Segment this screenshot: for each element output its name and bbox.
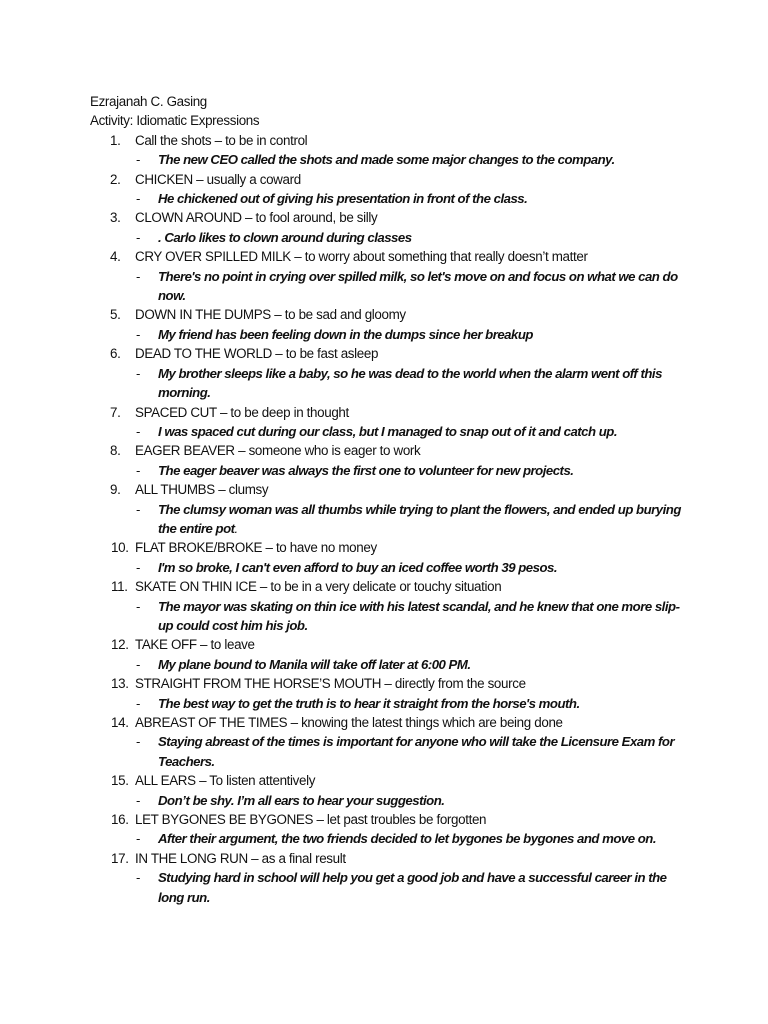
idiom-term <box>90 538 690 557</box>
list-item <box>90 208 690 247</box>
item-number: 8. <box>110 443 121 459</box>
bullet-dash: - <box>136 152 140 168</box>
example-text: Staying abreast of the times is important for anyone who will take the Licensure Exam for Teachers. <box>158 734 675 769</box>
example-text: The mayor was skating on thin ice with his latest scandal, and he knew that one more slip-up could cost him his job. <box>158 598 680 633</box>
example-text: . Carlo likes to clown around during classes <box>158 229 412 245</box>
item-number: 13. <box>111 676 129 692</box>
document-page <box>90 92 690 907</box>
item-number: 3. <box>110 210 121 226</box>
example-sentence <box>90 655 690 674</box>
example-sentence <box>90 461 690 480</box>
list-item <box>90 247 690 305</box>
example-sentence <box>90 829 690 848</box>
list-item <box>90 577 690 635</box>
idiom-definition: DOWN IN THE DUMPS – to be sad and gloomy <box>135 307 406 323</box>
idiom-definition: CLOWN AROUND – to fool around, be silly <box>135 210 378 226</box>
list-item <box>90 403 690 442</box>
bullet-dash: - <box>136 462 140 478</box>
idiom-term <box>90 208 690 227</box>
item-number: 14. <box>111 715 129 730</box>
idiom-term <box>90 771 690 790</box>
idiom-term <box>90 713 690 732</box>
item-number: 5. <box>110 307 121 323</box>
list-item <box>90 635 690 674</box>
idiom-term <box>90 810 690 829</box>
item-number: 4. <box>110 249 121 265</box>
bullet-dash: - <box>136 229 140 245</box>
bullet-dash: - <box>136 423 140 439</box>
item-number: 10. <box>111 540 129 556</box>
example-sentence <box>90 500 690 539</box>
bullet-dash: - <box>136 559 140 575</box>
idiom-definition: SKATE ON THIN ICE – to be in a very delicate or touchy situation <box>135 579 502 595</box>
example-text: There's no point in crying over spilled milk, so let's move on and focus on what we can do now. <box>158 268 678 304</box>
idiom-definition: ALL EARS – To listen attentively <box>135 773 316 789</box>
example-trailing-punctuation: . <box>234 520 238 536</box>
idiom-definition: IN THE LONG RUN – as a final result <box>135 850 346 866</box>
item-number: 16. <box>111 812 129 828</box>
idiom-definition: STRAIGHT FROM THE HORSE’S MOUTH – directly from the source <box>135 676 526 692</box>
example-text: After their argument, the two friends decided to let bygones be bygones and move on. <box>158 831 657 847</box>
idiom-definition: SPACED CUT – to be deep in thought <box>135 404 349 420</box>
example-sentence <box>90 267 690 306</box>
list-item <box>90 771 690 810</box>
example-text: The clumsy woman was all thumbs while trying to plant the flowers, and ended up burying the entire pot <box>158 501 681 536</box>
idiom-definition: Call the shots – to be in control <box>135 132 308 148</box>
activity-title: Activity: Idiomatic Expressions <box>90 113 260 129</box>
idiom-term <box>90 480 690 499</box>
idiom-definition: FLAT BROKE/BROKE – to have no money <box>135 540 377 556</box>
example-sentence <box>90 868 690 907</box>
item-number: 7. <box>110 404 121 420</box>
item-number: 15. <box>111 773 129 789</box>
list-item <box>90 849 690 907</box>
item-number: 12. <box>111 637 129 653</box>
idiom-definition: DEAD TO THE WORLD – to be fast asleep <box>135 346 379 362</box>
example-sentence <box>90 791 690 810</box>
example-sentence <box>90 597 690 636</box>
example-text: My brother sleeps like a baby, so he was dead to the world when the alarm went off this morning. <box>158 365 662 401</box>
author-name: Ezrajanah C. Gasing <box>90 94 207 109</box>
example-text: The new CEO called the shots and made some major changes to the company. <box>158 152 615 168</box>
example-sentence <box>90 189 690 208</box>
bullet-dash: - <box>136 268 140 284</box>
example-text: I was spaced cut during our class, but I managed to snap out of it and catch up. <box>158 423 617 439</box>
example-text: He chickened out of giving his presentation in front of the class. <box>158 191 528 207</box>
idiom-term <box>90 131 690 150</box>
idiom-term <box>90 635 690 654</box>
bullet-dash: - <box>136 831 140 847</box>
example-text: The best way to get the truth is to hear it straight from the horse's mouth. <box>158 695 580 711</box>
idiom-definition: CRY OVER SPILLED MILK – to worry about something that really doesn’t matter <box>135 249 588 265</box>
bullet-dash: - <box>136 792 140 808</box>
idiom-definition: TAKE OFF – to leave <box>135 637 255 653</box>
idiom-term <box>90 170 690 189</box>
bullet-dash: - <box>136 734 140 750</box>
item-number: 1. <box>110 132 121 148</box>
bullet-dash: - <box>136 870 140 886</box>
example-sentence <box>90 694 690 713</box>
item-number: 9. <box>110 482 121 498</box>
list-item <box>90 441 690 480</box>
idiom-term <box>90 247 690 266</box>
list-item <box>90 810 690 849</box>
example-sentence <box>90 732 690 771</box>
idiom-definition: CHICKEN – usually a coward <box>135 171 301 187</box>
example-sentence <box>90 558 690 577</box>
example-sentence <box>90 150 690 169</box>
bullet-dash: - <box>136 695 140 711</box>
bullet-dash: - <box>136 326 140 342</box>
bullet-dash: - <box>136 656 140 672</box>
example-sentence <box>90 364 690 403</box>
idiom-term <box>90 305 690 324</box>
list-item <box>90 131 690 170</box>
bullet-dash: - <box>136 365 140 381</box>
example-text: Studying hard in school will help you get a good job and have a successful career in the long run. <box>158 870 667 905</box>
item-number: 11. <box>111 579 128 595</box>
bullet-dash: - <box>136 598 140 614</box>
example-sentence <box>90 228 690 247</box>
example-text: My friend has been feeling down in the dumps since her breakup <box>158 326 533 342</box>
example-text: Don’t be shy. I’m all ears to hear your suggestion. <box>158 792 445 808</box>
idiom-definition: ALL THUMBS – clumsy <box>135 482 269 498</box>
idiom-term <box>90 344 690 363</box>
list-item <box>90 713 690 771</box>
list-item <box>90 170 690 209</box>
example-sentence <box>90 325 690 344</box>
bullet-dash: - <box>136 501 140 517</box>
idiom-list <box>90 131 690 907</box>
list-item <box>90 538 690 577</box>
item-number: 17. <box>111 850 129 866</box>
example-text: I'm so broke, I can't even afford to buy an iced coffee worth 39 pesos. <box>158 559 557 575</box>
idiom-term <box>90 403 690 422</box>
idiom-term <box>90 849 690 868</box>
idiom-term <box>90 441 690 460</box>
idiom-definition: ABREAST OF THE TIMES – knowing the latest things which are being done <box>135 715 563 730</box>
example-text: The eager beaver was always the first one to volunteer for new projects. <box>158 462 574 478</box>
list-item <box>90 344 690 402</box>
bullet-dash: - <box>136 191 140 207</box>
idiom-definition: LET BYGONES BE BYGONES – let past troubles be forgotten <box>135 812 487 828</box>
list-item <box>90 674 690 713</box>
idiom-term <box>90 674 690 693</box>
idiom-term <box>90 577 690 596</box>
item-number: 6. <box>110 346 121 362</box>
list-item <box>90 480 690 538</box>
list-item <box>90 305 690 344</box>
example-sentence <box>90 422 690 441</box>
idiom-definition: EAGER BEAVER – someone who is eager to work <box>135 443 421 459</box>
example-text: My plane bound to Manila will take off later at 6:00 PM. <box>158 656 471 672</box>
item-number: 2. <box>110 171 121 187</box>
